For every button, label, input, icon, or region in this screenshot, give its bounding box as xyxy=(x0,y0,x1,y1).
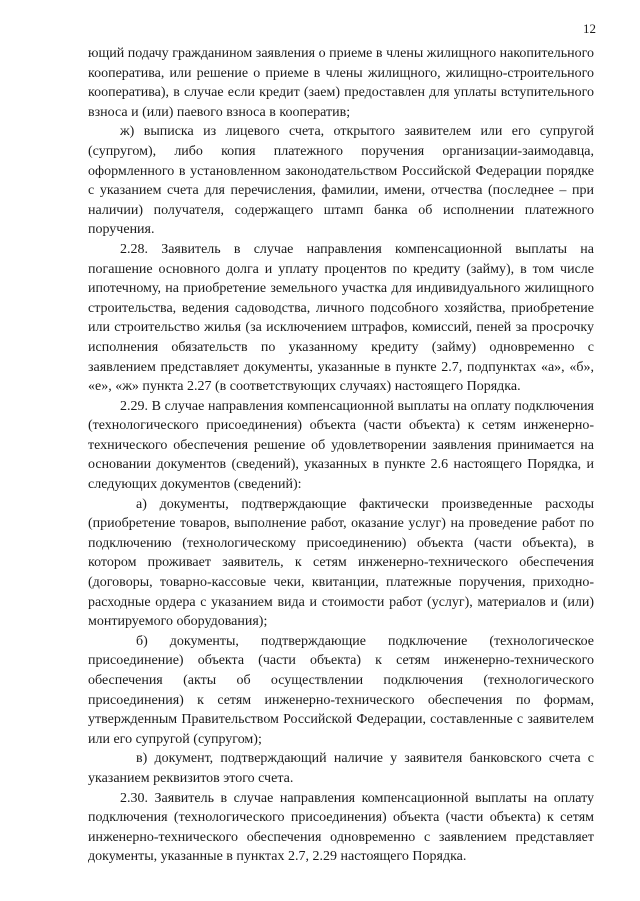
document-body xyxy=(88,44,594,867)
paragraph-2-30: 2.30. Заявитель в случае направления компенсационной выплаты на оплату подключения (технологического присоединения) объекта (части объекта) к сетям инженерно-технического обеспечения одновременно с заявлением представляет документы, указанные в пунктах 2.7, 2.29 настоящего Порядка. xyxy=(88,790,594,865)
paragraph-item-v: в) документ, подтверждающий наличие у заявителя банковского счета с указанием реквизитов этого счета. xyxy=(88,751,594,786)
paragraph-2-28: 2.28. Заявитель в случае направления компенсационной выплаты на погашение основного долга и уплату процентов по кредиту (займу), в том числе ипотечному, на приобретение земельного участка для индивидуального жилищного строительства, ведения садоводства, личного подсобного хозяйства, приобретение или строительство жилья (за исключением штрафов, комиссий, пеней за просрочку исполнения обязательств по указанному кредиту (займу) одновременно с заявлением представляет документы, указанные в пункте 2.7, подпунктах «а», «б», «е», «ж» пункта 2.27 (в соответствующих случаях) настоящего Порядка. xyxy=(88,241,594,395)
page-number: 12 xyxy=(583,21,596,36)
paragraph-item-a: а) документы, подтверждающие фактически произведенные расходы (приобретение товаров, выполнение работ, оказание услуг) на проведение работ по подключению (технологическому присоединению) объекта (части объекта), в котором проживает заявитель, к сетям инженерно-технического обеспечения (договоры, товарно-кассовые чеки, квитанции, платежные поручения, приходно-расходные ордера с указанием вида и стоимости работ (услуг), материалов и (или) монтируемого оборудования); xyxy=(88,496,594,630)
paragraph-continuation: ющий подачу гражданином заявления о приеме в члены жилищного накопительного кооператива, или решение о приеме в члены жилищного, жилищно-строительного кооператива), в случае если кредит (заем) предоставлен для уплаты вступительного взноса и (или) паевого взноса в кооператив; xyxy=(88,46,594,120)
paragraph-2-29: 2.29. В случае направления компенсационной выплаты на оплату подключения (технологического присоединения) объекта (части объекта) к сетям инженерно-технического обеспечения решение об удовлетворении заявления принимается на основании документов (сведений), указанных в пункте 2.6 настоящего Порядка, и следующих документов (сведений): xyxy=(88,398,594,493)
paragraph-item-b: б) документы, подтверждающие подключение (технологическое присоединение) объекта (части объекта) к сетям инженерно-технического обеспечения (акты об осуществлении подключения (технологического присоединения) к сетям инженерно-технического обеспечения по формам, утвержденным Правительством Российской Федерации, составленные с заявителем или его супругой (супругом); xyxy=(88,633,594,747)
paragraph-item-zh: ж) выписка из лицевого счета, открытого заявителем или его супругой (супругом), либо копия платежного поручения организации-заимодавца, оформленного в установленном законодательством Российской Федерации порядке с указанием счета для перечисления, фамилии, имени, отчества (последнее – при наличии) получателя, содержащего штамп банка об исполнении платежного поручения. xyxy=(88,124,594,238)
